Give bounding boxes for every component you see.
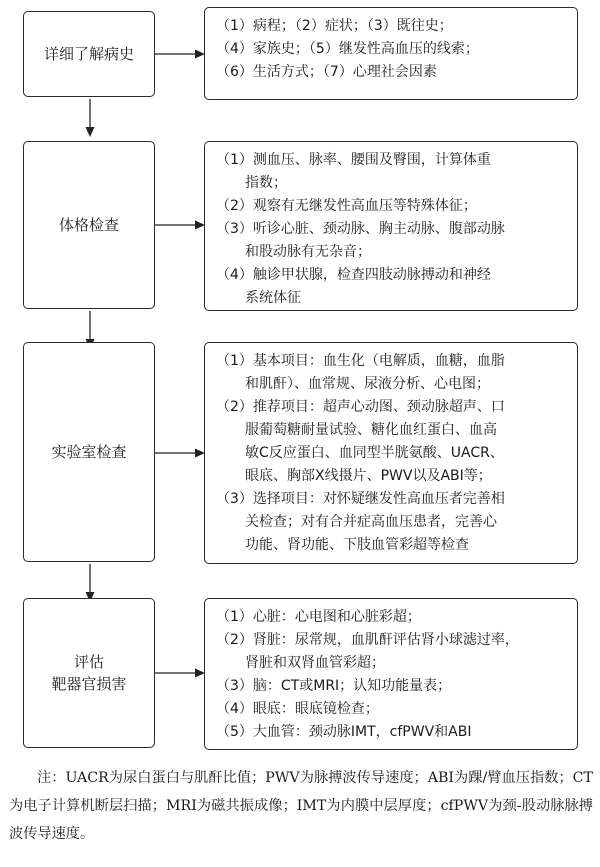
detail-line: （6）生活方式；（7）心理社会因素 <box>216 64 437 80</box>
detail-line: （3）听诊心脏、颈动脉、胸主动脉、腹部动脉 <box>216 221 505 237</box>
detail-line: 指数； <box>245 175 287 191</box>
detail-line: （5）大血管：颈动脉IMT，cfPWV和ABI <box>216 724 472 740</box>
detail-line: （1）测血压、脉率、腰围及臀围，计算体重 <box>216 152 491 168</box>
detail-line: 功能、肾功能、下肢血管彩超等检查 <box>245 537 469 553</box>
detail-box-history <box>204 7 578 100</box>
step-label <box>51 441 126 463</box>
step-label-line: 评估 <box>73 653 104 671</box>
arrow-down-icon <box>84 99 96 137</box>
step-label <box>51 651 126 695</box>
step-label-line: 实验室检查 <box>51 443 127 461</box>
step-box-history <box>23 11 155 97</box>
detail-line: （2）肾脏：尿常规，血肌酐评估肾小球滤过率， <box>216 632 519 648</box>
arrow-down-icon <box>84 564 96 602</box>
detail-box-target-organ <box>204 598 578 750</box>
step-label-line: 详细了解病史 <box>43 45 134 63</box>
step-label-line: 靶器官损害 <box>51 675 127 693</box>
footnote: 注：UACR为尿白蛋白与肌酐比值；PWV为脉搏波传导速度；ABI为踝/臂血压指数；CT为电子计算机断层扫描；MRI为磁共振成像；IMT为内膜中层厚度；cfPWV为颈-股动脉脉搏波传导速度。 <box>9 770 593 842</box>
detail-line: （3）脑：CT或MRI；认知功能量表； <box>216 678 452 694</box>
detail-line: 肾脏和双肾血管彩超； <box>245 655 385 671</box>
detail-line: 系统体征 <box>245 290 301 306</box>
arrow-right-icon <box>155 667 205 679</box>
step-box-physical-exam <box>23 141 155 309</box>
detail-line: （1）病程；（2）症状；（3）既往史； <box>216 18 453 34</box>
detail-line: （2）观察有无继发性高血压等特殊体征； <box>216 198 477 214</box>
step-label-line: 体格检查 <box>58 216 119 234</box>
detail-line: 关检查；对有合并症高血压患者，完善心 <box>245 514 497 530</box>
detail-box-physical-exam <box>204 141 578 311</box>
step-box-target-organ <box>23 598 155 748</box>
detail-line: 和肌酐）、血常规、尿液分析、心电图； <box>245 376 490 392</box>
detail-line: （1）心脏：心电图和心脏彩超； <box>216 609 421 625</box>
arrow-right-icon <box>155 219 205 231</box>
detail-line: （4）触诊甲状腺，检查四肢动脉搏动和神经 <box>216 267 491 283</box>
detail-line: 和股动脉有无杂音； <box>245 244 371 260</box>
step-box-lab-tests <box>23 342 155 562</box>
detail-line: 服葡萄糖耐量试验、糖化血红蛋白、血高 <box>245 422 497 438</box>
detail-line: 眼底、胸部X线摄片、PWV以及ABI等； <box>245 468 492 484</box>
detail-box-lab-tests <box>204 342 578 564</box>
detail-line: （4）家族史；（5）继发性高血压的线索； <box>216 41 479 57</box>
step-label <box>59 214 119 236</box>
detail-line: 敏C反应蛋白、血同型半胱氨酸、UACR、 <box>245 445 504 461</box>
arrow-right-icon <box>155 48 205 60</box>
arrow-right-icon <box>155 447 205 459</box>
detail-line: （4）眼底：眼底镜检查； <box>216 701 379 717</box>
detail-line: （2）推荐项目：超声心动图、颈动脉超声、口 <box>216 399 505 415</box>
detail-line: （1）基本项目：血生化（电解质，血糖，血脂 <box>216 353 505 369</box>
detail-line: （3）选择项目：对怀疑继发性高血压者完善相 <box>216 491 505 507</box>
step-label <box>44 43 134 65</box>
